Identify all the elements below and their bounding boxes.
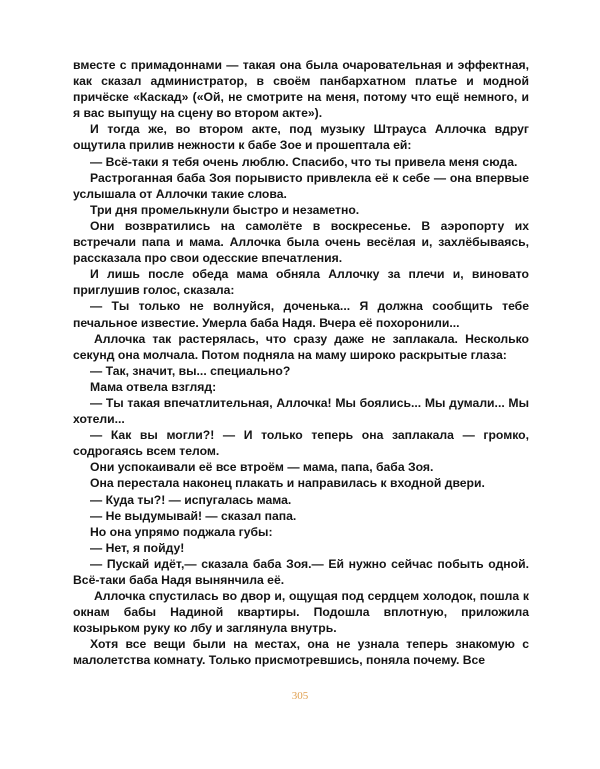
paragraph-18: Но она упрямо поджала губы: — [90, 524, 273, 539]
paragraph-21: Аллочка спустилась во двор и, ощущая под сердцем холодок, пошла к окнам бабы Надиной квартиры. Подошла вплотную, приложила козырьком руку ко лбу и заглянула внутрь. — [73, 589, 529, 636]
paragraph-7: И лишь после обеда мама обняла Аллочку за плечи и, виновато приглушив голос, сказала: — [73, 267, 529, 298]
paragraph-9: Аллочка так растерялась, что сразу даже не заплакала. Несколько секунд она молчала. Потом подняла на маму широко раскрытые глаза: — [73, 331, 529, 362]
paragraph-11: Мама отвела взгляд: — [90, 379, 217, 394]
paragraph-19: — Нет, я пойду! — [90, 540, 185, 555]
paragraph-13: — Как вы могли?! — И только теперь она заплакала — громко, содрогаясь всем телом. — [73, 428, 529, 459]
paragraph-5: Три дня промелькнули быстро и незаметно. — [90, 202, 360, 217]
paragraph-16: — Куда ты?! — испугалась мама. — [90, 492, 292, 507]
paragraph-1: вместе с примадоннами — такая она была очаровательная и эффектная, как сказал администратор, в своём панбархатном платье и модной причёске «Каскад» («Ой, не смотрите на меня, потому что ещё немного, и я вас выпущу на сцену во втором акте»). — [73, 58, 529, 121]
paragraph-2: И тогда же, во втором акте, под музыку Штрауса Аллочка вдруг ощутила прилив нежности к бабе Зое и прошептала ей: — [73, 122, 529, 153]
paragraph-20: — Пускай идёт,— сказала баба Зоя.— Ей нужно сейчас побыть одной. Всё-таки баба Надя вынянчила её. — [73, 556, 529, 587]
book-page-text — [73, 57, 529, 669]
page-number: 305 — [291, 690, 309, 702]
paragraph-4: Растроганная баба Зоя порывисто привлекла её к себе — она впервые услышала от Аллочки такие слова. — [73, 170, 529, 201]
paragraph-6: Они возвратились на самолёте в воскресенье. В аэропорту их встречали папа и мама. Аллочка была очень весёлая и, захлёбываясь, рассказала про свои одесские впечатления. — [73, 218, 529, 266]
paragraph-17: — Не выдумывай! — сказал папа. — [90, 508, 297, 523]
paragraph-15: Она перестала наконец плакать и направилась к входной двери. — [90, 476, 485, 491]
paragraph-10: — Так, значит, вы... специально? — [90, 363, 291, 378]
paragraph-22: Хотя все вещи были на местах, она не узнала теперь знакомую с малолетства комнату. Только присмотревшись, поняла почему. Все — [73, 637, 529, 668]
paragraph-12: — Ты такая впечатлительная, Аллочка! Мы боялись... Мы думали... Мы хотели... — [73, 395, 529, 427]
paragraph-14: Они успокаивали её все втроём — мама, папа, баба Зоя. — [90, 460, 434, 475]
paragraph-3: — Всё-таки я тебя очень люблю. Спасибо, что ты привела меня сюда. — [90, 154, 518, 169]
paragraph-8: — Ты только не волнуйся, доченька... Я должна сообщить тебе печальное известие. Умерла баба Надя. Вчера её похоронили... — [73, 299, 529, 330]
